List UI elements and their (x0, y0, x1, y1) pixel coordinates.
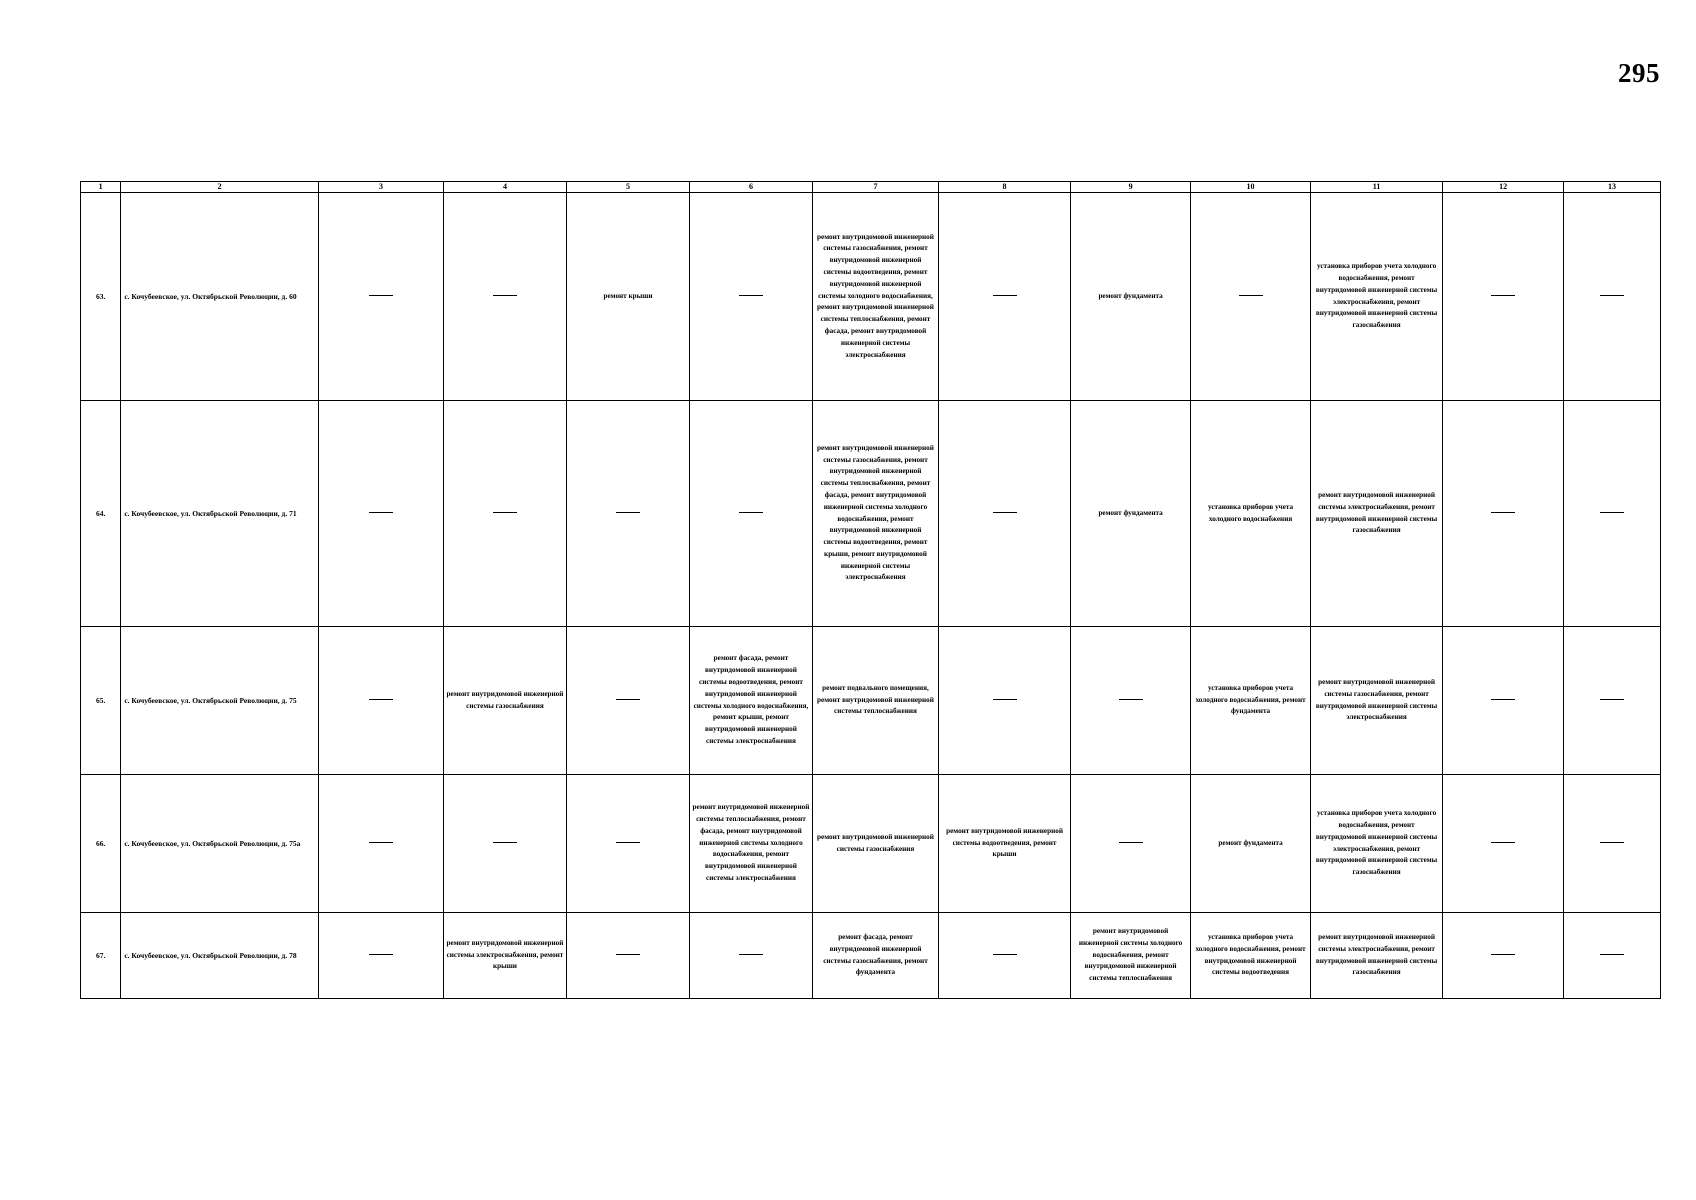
cell-col-12 (1443, 775, 1564, 913)
dash-mark (993, 699, 1017, 700)
cell-col-13 (1564, 193, 1661, 401)
cell-col-4 (443, 401, 566, 627)
row-address: с. Кочубеевское, ул. Октябрьской Революции, д. 75а (121, 775, 319, 913)
dash-mark (493, 842, 517, 843)
row-number: 65. (81, 627, 121, 775)
cell-col-5: ремонт крыши (566, 193, 689, 401)
row-address: с. Кочубеевское, ул. Октябрьской Революции, д. 78 (121, 913, 319, 999)
cell-col-4: ремонт внутридомовой инженерной системы газоснабжения (443, 627, 566, 775)
capital-repair-table (80, 181, 1661, 999)
dash-mark (616, 842, 640, 843)
cell-col-10 (1191, 193, 1311, 401)
cell-col-11: ремонт внутридомовой инженерной системы электроснабжения, ремонт внутридомовой инженерной системы газоснабжения (1311, 401, 1443, 627)
header-cell: 13 (1564, 182, 1661, 193)
header-cell: 11 (1311, 182, 1443, 193)
cell-col-6 (689, 401, 812, 627)
cell-col-6: ремонт внутридомовой инженерной системы теплоснабжения, ремонт фасада, ремонт внутридомовой инженерной системы холодного водоснабжения, ремонт внутридомовой инженерной системы электроснабжения (689, 775, 812, 913)
dash-mark (993, 295, 1017, 296)
dash-mark (1119, 699, 1143, 700)
cell-col-11: установка приборов учета холодного водоснабжения, ремонт внутридомовой инженерной системы электроснабжения, ремонт внутридомовой инженерной системы газоснабжения (1311, 193, 1443, 401)
dash-mark (493, 295, 517, 296)
cell-col-12 (1443, 401, 1564, 627)
cell-col-4 (443, 193, 566, 401)
cell-col-8 (939, 401, 1071, 627)
dash-mark (993, 954, 1017, 955)
row-address: с. Кочубеевское, ул. Октябрьской Революции, д. 60 (121, 193, 319, 401)
table-row (81, 775, 1661, 913)
table-row (81, 627, 1661, 775)
header-cell: 8 (939, 182, 1071, 193)
page-number: 295 (1618, 58, 1660, 88)
dash-mark (493, 512, 517, 513)
header-cell: 1 (81, 182, 121, 193)
cell-col-4: ремонт внутридомовой инженерной системы электроснабжения, ремонт крыши (443, 913, 566, 999)
cell-col-7: ремонт внутридомовой инженерной системы газоснабжения (812, 775, 938, 913)
dash-mark (616, 954, 640, 955)
cell-col-3 (318, 627, 443, 775)
header-cell: 6 (689, 182, 812, 193)
cell-col-10: установка приборов учета холодного водоснабжения, ремонт фундамента (1191, 627, 1311, 775)
dash-mark (1239, 295, 1263, 296)
cell-col-3 (318, 775, 443, 913)
row-number: 64. (81, 401, 121, 627)
cell-col-7: ремонт подвального помещения, ремонт внутридомовой инженерной системы теплоснабжения (812, 627, 938, 775)
cell-col-6 (689, 913, 812, 999)
cell-col-8: ремонт внутридомовой инженерной системы водоотведения, ремонт крыши (939, 775, 1071, 913)
cell-col-11: ремонт внутридомовой инженерной системы газоснабжения, ремонт внутридомовой инженерной системы электроснабжения (1311, 627, 1443, 775)
cell-col-8 (939, 193, 1071, 401)
cell-col-10: установка приборов учета холодного водоснабжения, ремонт внутридомовой инженерной системы водоотведения (1191, 913, 1311, 999)
dash-mark (1600, 295, 1624, 296)
dash-mark (739, 295, 763, 296)
dash-mark (369, 699, 393, 700)
table-row (81, 401, 1661, 627)
cell-col-12 (1443, 913, 1564, 999)
dash-mark (369, 295, 393, 296)
cell-col-3 (318, 401, 443, 627)
cell-col-11: ремонт внутридомовой инженерной системы электроснабжения, ремонт внутридомовой инженерной системы газоснабжения (1311, 913, 1443, 999)
cell-col-4 (443, 775, 566, 913)
header-cell: 10 (1191, 182, 1311, 193)
cell-col-9 (1071, 627, 1191, 775)
dash-mark (1491, 699, 1515, 700)
cell-col-6: ремонт фасада, ремонт внутридомовой инженерной системы водоотведения, ремонт внутридомовой инженерной системы холодного водоснабжения, ремонт крыши, ремонт внутридомовой инженерной системы электроснабжения (689, 627, 812, 775)
table-row (81, 193, 1661, 401)
cell-col-6 (689, 193, 812, 401)
header-cell: 3 (318, 182, 443, 193)
cell-col-7: ремонт фасада, ремонт внутридомовой инженерной системы газоснабжения, ремонт фундамента (812, 913, 938, 999)
cell-col-13 (1564, 775, 1661, 913)
header-cell: 2 (121, 182, 319, 193)
cell-col-10: установка приборов учета холодного водоснабжения (1191, 401, 1311, 627)
header-cell: 5 (566, 182, 689, 193)
cell-col-13 (1564, 913, 1661, 999)
dash-mark (369, 842, 393, 843)
cell-col-9: ремонт внутридомовой инженерной системы холодного водоснабжения, ремонт внутридомовой инженерной системы теплоснабжения (1071, 913, 1191, 999)
dash-mark (1600, 512, 1624, 513)
cell-col-5 (566, 913, 689, 999)
cell-col-5 (566, 401, 689, 627)
dash-mark (1600, 699, 1624, 700)
cell-col-9 (1071, 775, 1191, 913)
cell-col-9: ремонт фундамента (1071, 193, 1191, 401)
dash-mark (1491, 842, 1515, 843)
table-row (81, 913, 1661, 999)
cell-col-12 (1443, 193, 1564, 401)
cell-col-8 (939, 913, 1071, 999)
dash-mark (369, 954, 393, 955)
header-row (81, 182, 1661, 193)
header-cell: 12 (1443, 182, 1564, 193)
dash-mark (993, 512, 1017, 513)
row-number: 67. (81, 913, 121, 999)
cell-col-7: ремонт внутридомовой инженерной системы газоснабжения, ремонт внутридомовой инженерной системы водоотведения, ремонт внутридомовой инженерной системы холодного водоснабжения, ремонт внутридомовой инженерной системы теплоснабжения, ремонт фасада, ремонт внутридомовой инженерной системы электроснабжения (812, 193, 938, 401)
dash-mark (1600, 954, 1624, 955)
cell-col-3 (318, 193, 443, 401)
dash-mark (616, 512, 640, 513)
cell-col-13 (1564, 401, 1661, 627)
header-cell: 9 (1071, 182, 1191, 193)
cell-col-11: установка приборов учета холодного водоснабжения, ремонт внутридомовой инженерной системы электроснабжения, ремонт внутридомовой инженерной системы газоснабжения (1311, 775, 1443, 913)
cell-col-9: ремонт фундамента (1071, 401, 1191, 627)
dash-mark (1491, 512, 1515, 513)
cell-col-13 (1564, 627, 1661, 775)
cell-col-5 (566, 627, 689, 775)
cell-col-7: ремонт внутридомовой инженерной системы газоснабжения, ремонт внутридомовой инженерной системы теплоснабжения, ремонт фасада, ремонт внутридомовой инженерной системы холодного водоснабжения, ремонт внутридомовой инженерной системы водоотведения, ремонт крыши, ремонт внутридомовой инженерной системы электроснабжения (812, 401, 938, 627)
row-address: с. Кочубеевское, ул. Октябрьской Революции, д. 71 (121, 401, 319, 627)
dash-mark (739, 512, 763, 513)
cell-col-8 (939, 627, 1071, 775)
cell-col-10: ремонт фундамента (1191, 775, 1311, 913)
dash-mark (369, 512, 393, 513)
dash-mark (1119, 842, 1143, 843)
header-cell: 7 (812, 182, 938, 193)
dash-mark (1600, 842, 1624, 843)
cell-col-5 (566, 775, 689, 913)
row-address: с. Кочубеевское, ул. Октябрьской Революции, д. 75 (121, 627, 319, 775)
dash-mark (1491, 954, 1515, 955)
row-number: 63. (81, 193, 121, 401)
header-cell: 4 (443, 182, 566, 193)
dash-mark (616, 699, 640, 700)
cell-col-3 (318, 913, 443, 999)
dash-mark (739, 954, 763, 955)
dash-mark (1491, 295, 1515, 296)
row-number: 66. (81, 775, 121, 913)
cell-col-12 (1443, 627, 1564, 775)
